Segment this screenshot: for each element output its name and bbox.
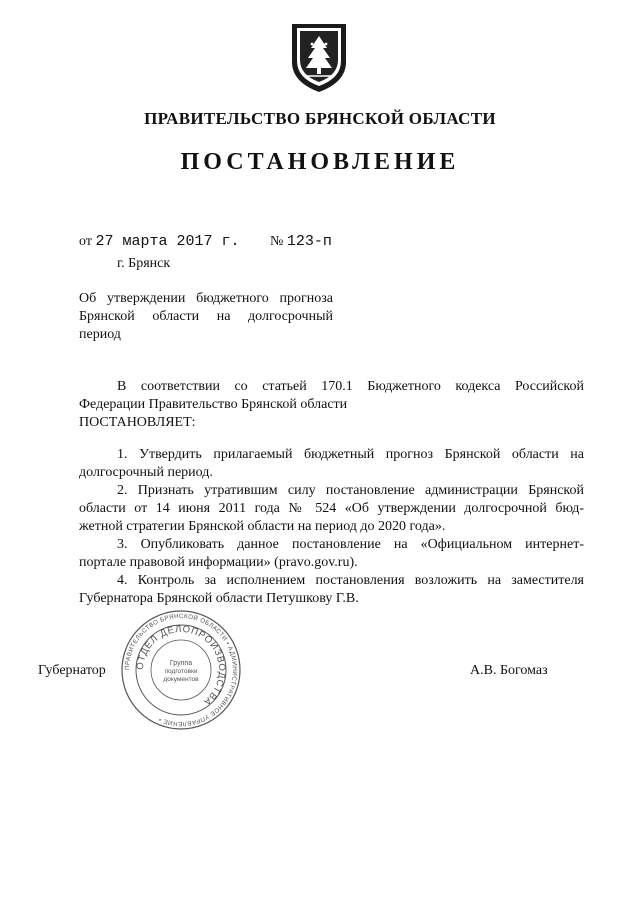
subject-block xyxy=(79,290,333,344)
item-line: портале правовой информации» (pravo.gov.ru). xyxy=(79,555,358,570)
stamp-center-line: документов xyxy=(163,676,199,683)
number-prefix: № xyxy=(270,234,284,249)
date-line xyxy=(79,233,239,250)
item-line: жетной стратегии Брянской области на период до 2020 года». xyxy=(79,519,446,534)
office-stamp xyxy=(120,609,242,731)
signature-position: Губернатор xyxy=(38,663,106,678)
resolution-items xyxy=(79,446,584,608)
stamp-center-line: подготовки xyxy=(164,668,198,675)
number-line xyxy=(270,233,332,250)
stamp-ring-text: ПРАВИТЕЛЬСТВО БРЯНСКОЙ ОБЛАСТИ • АДМИНИСТРАТИВНОЕ УПРАВЛЕНИЕ • xyxy=(123,612,239,728)
number-value: 123-п xyxy=(286,233,332,250)
item-line: долгосрочный период. xyxy=(79,465,213,480)
item-line: 1. Утвердить прилагаемый бюджетный прогноз Брянской области на xyxy=(117,447,584,462)
date-value: 27 марта 2017 г. xyxy=(95,233,240,250)
preamble-resolves: ПОСТАНОВЛЯЕТ: xyxy=(79,415,196,430)
item-line: 4. Контроль за исполнением постановления возложить на заместителя xyxy=(117,573,584,588)
preamble xyxy=(79,378,584,432)
preamble-line: Федерации Правительство Брянской области xyxy=(79,397,348,412)
government-title: ПРАВИТЕЛЬСТВО БРЯНСКОЙ ОБЛАСТИ xyxy=(144,109,496,128)
date-prefix: от xyxy=(79,234,92,249)
item-line: области от 14 июня 2011 года № 524 «Об утверждении долгосрочной бюд- xyxy=(79,501,584,516)
subject-line: период xyxy=(79,327,121,342)
item-line: 3. Опубликовать данное постановление на «Официальном интернет- xyxy=(117,537,584,552)
subject-line: Об утверждении бюджетного прогноза xyxy=(79,291,333,306)
city: г. Брянск xyxy=(117,256,171,271)
coat-of-arms-emblem xyxy=(288,22,350,94)
stamp-center-line: Группа xyxy=(169,660,193,667)
preamble-line: В соответствии со статьей 170.1 Бюджетного кодекса Российской xyxy=(117,379,584,394)
item-line: 2. Признать утратившим силу постановление администрации Брянской xyxy=(117,483,584,498)
document-type-heading: ПОСТАНОВЛЕНИЕ xyxy=(180,149,460,175)
subject-line: Брянской области на долгосрочный xyxy=(79,309,333,324)
signature-name: А.В. Богомаз xyxy=(470,663,548,678)
item-line: Губернатора Брянской области Петушкову Г.В. xyxy=(79,591,359,606)
stamp-department-text: ОТДЕЛ ДЕЛОПРОИЗВОДСТВА xyxy=(134,623,228,708)
